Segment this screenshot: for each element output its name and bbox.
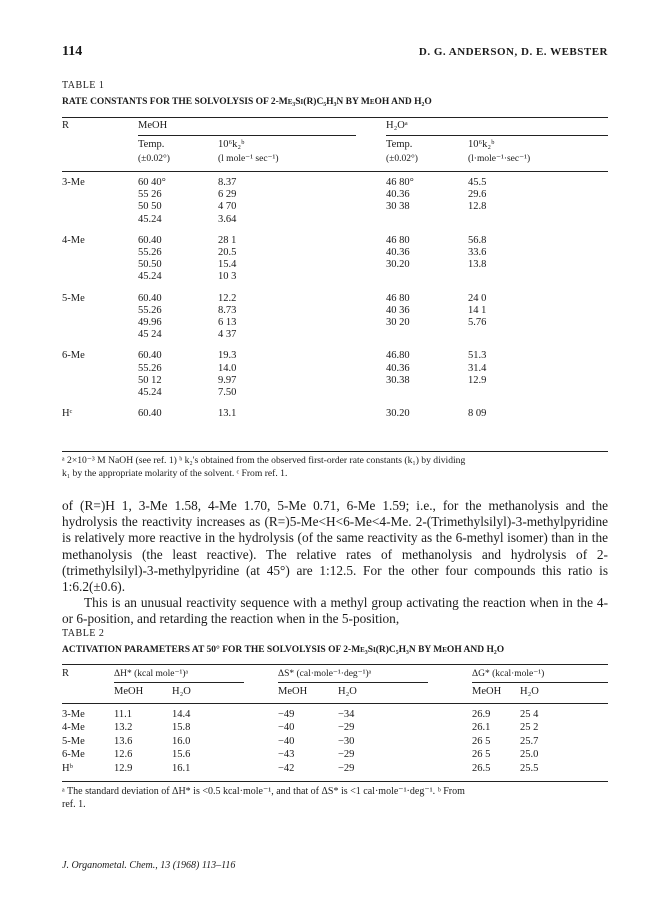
running-header <box>62 44 608 62</box>
table2-footnote <box>62 786 608 811</box>
table1-header-rule <box>62 171 608 172</box>
table1-cell: 55.26 <box>138 247 162 258</box>
table1-cell: 29.6 <box>468 189 487 201</box>
table1-cell: 8.73 <box>218 304 237 316</box>
table1-footnote-line2: k₁ by the appropriate molarity of the solvent. ᶜ From ref. 1. <box>62 467 288 479</box>
table1-cell: 60.40 <box>138 234 162 246</box>
body-paragraph-2: This is an unusual reactivity sequence with a methyl group activating the reaction when in the 4- or 6-position, and retarding the reaction when in the 5-position, <box>62 595 608 627</box>
table2-cell: 11.1 <box>114 709 132 720</box>
table1-col-r: R <box>62 120 70 131</box>
table1-cell: 40.36 <box>386 362 410 374</box>
table1-row-label: 3-Me <box>62 177 85 188</box>
table2-label: TABLE 2 <box>62 628 105 639</box>
table2-cell: −43 <box>278 749 295 761</box>
table1-sub-k-h2o: 10⁶k₂ᵇ <box>468 139 495 150</box>
table1-sub-k-unit-h2o: (l·mole⁻¹·sec⁻¹) <box>468 154 531 164</box>
table1-footnote-line1: ᵃ 2×10⁻³ M NaOH (see ref. 1) ᵇ k₂'s obtained from the observed first-order rate constants (k₁) by dividing <box>62 455 466 466</box>
table2-cell: 14.4 <box>172 709 191 720</box>
table1-cell: 9.97 <box>218 374 237 386</box>
table2-cell: 13.6 <box>114 735 133 747</box>
table1-row-label: 6-Me <box>62 350 85 362</box>
journal-citation-text: J. Organometal. Chem., 13 (1968) 113–116 <box>62 860 236 871</box>
table1-cell: 50 12 <box>138 374 162 386</box>
table2-cell: −42 <box>278 762 295 774</box>
table1-cell: 46.80 <box>386 350 410 362</box>
table2-cell: 16.1 <box>172 762 191 774</box>
table1-cell: 4 70 <box>218 201 237 213</box>
table1-cell: 60.40 <box>138 292 162 304</box>
table1-cell: 8.37 <box>218 177 237 188</box>
table1-cell: 12.2 <box>218 292 237 304</box>
table1-cell: 4 37 <box>218 329 237 341</box>
table1-cell: 30.38 <box>386 374 410 386</box>
table1-sub-temp-h2o: Temp. <box>386 139 413 150</box>
table1-cell: 45.24 <box>138 387 162 398</box>
table1-cell: 15.4 <box>218 259 237 271</box>
table1-cell: 46 80 <box>386 234 410 246</box>
table2-cell: 15.6 <box>172 749 191 761</box>
table1-cell: 13.8 <box>468 259 487 271</box>
table2-cell: 12.6 <box>114 749 133 761</box>
table2-cell: −29 <box>338 762 355 774</box>
table2-cell: −29 <box>338 722 355 734</box>
table2-row-label: 4-Me <box>62 722 85 734</box>
table2-row-label: 5-Me <box>62 735 85 747</box>
table1-cell: 12.8 <box>468 201 487 213</box>
table2-sub-h2o-dg: H₂O <box>520 686 539 697</box>
table1-group-meoh: MeOH <box>138 120 168 131</box>
table2-cell: 26.1 <box>472 722 491 734</box>
table2-cell: −30 <box>338 735 355 747</box>
table2-sub-h2o-dh: H₂O <box>172 686 191 697</box>
table2-head-dh: ΔH* (kcal mole⁻¹)ᵃ <box>114 669 189 679</box>
table1-sub-temp: Temp. <box>138 139 165 150</box>
table2-cell: −40 <box>278 735 295 747</box>
table1-cell: 40.36 <box>386 247 410 258</box>
table1-cell: 30.20 <box>386 259 410 271</box>
table1-cell: 24 0 <box>468 292 487 304</box>
table1-caption: RATE CONSTANTS FOR THE SOLVOLYSIS OF 2-Me₃Si(R)C₅H₃N BY MeOH AND H₂O <box>62 97 432 107</box>
table2-row-label: 3-Me <box>62 709 85 720</box>
table2-dh-rule <box>114 682 244 683</box>
table1-cell: 40 36 <box>386 304 410 316</box>
table1-cell: 14.0 <box>218 362 237 374</box>
table1-cell: 10 3 <box>218 271 237 283</box>
table2-ds-rule <box>278 682 428 683</box>
table1-cell: 19.3 <box>218 350 237 362</box>
table1-footnote <box>62 455 608 480</box>
table1-cell: 40.36 <box>386 189 410 201</box>
table1-row-label: Hᶜ <box>62 408 73 420</box>
table1-row-label: 4-Me <box>62 234 85 246</box>
table1-cell: 31.4 <box>468 362 487 374</box>
table2-cell: 16.0 <box>172 735 191 747</box>
table1-cell: 30 20 <box>386 317 410 328</box>
table1-cell: 45 24 <box>138 329 162 341</box>
table1-cell: 51.3 <box>468 350 487 362</box>
table1-sub-temp-unc-h2o: (±0.02°) <box>386 154 418 164</box>
table1-cell: 6 29 <box>218 189 237 201</box>
table1-cell: 30.20 <box>386 408 410 420</box>
table1-cell: 13.1 <box>218 408 237 420</box>
table2-cell: 26 5 <box>472 735 491 747</box>
table2-cell: −40 <box>278 722 295 734</box>
table2-sub-meoh-ds: MeOH <box>278 686 308 697</box>
table2-bottom-rule <box>62 781 608 782</box>
page-number: 114 <box>62 44 83 59</box>
table1-sub-k: 10⁶k₂ᵇ <box>218 139 245 150</box>
table1-sub-temp-unc: (±0.02°) <box>138 154 170 164</box>
table2-sub-meoh-dh: MeOH <box>114 686 144 697</box>
table1-cell: 28 1 <box>218 234 237 246</box>
table2-cell: 12.9 <box>114 762 133 774</box>
table2-col-r: R <box>62 668 70 679</box>
table2-cell: −34 <box>338 709 355 720</box>
table1-row-label: 5-Me <box>62 292 85 304</box>
table2-cell: 25.7 <box>520 735 539 747</box>
table2-cell: 25 2 <box>520 722 539 734</box>
table1-top-rule <box>62 117 608 118</box>
table1-cell: 3.64 <box>218 213 237 225</box>
table2-footnote-line2: ref. 1. <box>62 798 86 810</box>
table1-h2o-rule <box>386 135 608 136</box>
table2-cell: −29 <box>338 749 355 761</box>
body-paragraph-1: of (R=)H 1, 3-Me 1.58, 4-Me 1.70, 5-Me 0.71, 6-Me 1.59; i.e., for the methanolysis and the hydrolysis the reactivity increases as (R=)5-Me<H<6-Me<4-Me. 2-(Trimethylsilyl)-3-methylpyridine is relatively more reactive in the hydrolysis (of the same reactivity as the 6-methyl isomer) than in the methanolysis (the least reactive). The relative rates of methanolysis and hydrolysis of 2-(trimethylsilyl)-3-methylpyridine (at 45°) are 1:12.5. For the other four compounds this ratio is 1:6.2(±0.6). <box>62 498 608 595</box>
table1-cell: 45.24 <box>138 213 162 225</box>
table1-bottom-rule <box>62 451 608 452</box>
table2-cell: 26.9 <box>472 709 491 720</box>
table2-cell: 25.0 <box>520 749 539 761</box>
table2-footnote-line1: ᵃ The standard deviation of ΔH* is <0.5 kcal·mole⁻¹, and that of ΔS* is <1 cal·mole⁻¹·deg⁻¹. ᵇ From <box>62 786 465 797</box>
table2-head-ds: ΔS* (cal·mole⁻¹·deg⁻¹)ᵃ <box>278 669 372 679</box>
table1-cell: 45.5 <box>468 177 487 188</box>
table1-cell: 55.26 <box>138 304 162 316</box>
table1-cell: 5.76 <box>468 317 487 328</box>
table1-cell: 30 38 <box>386 201 410 213</box>
table2-sub-h2o-ds: H₂O <box>338 686 357 697</box>
table1-cell: 7.50 <box>218 387 237 398</box>
table1-sub-k-unit: (l mole⁻¹ sec⁻¹) <box>218 154 279 164</box>
table2-sub-meoh-dg: MeOH <box>472 686 502 697</box>
table1-cell: 60.40 <box>138 408 162 420</box>
table2-cell: 15.8 <box>172 722 191 734</box>
table1-cell: 8 09 <box>468 408 487 420</box>
table1-cell: 46 80 <box>386 292 410 304</box>
table1-cell: 49.96 <box>138 317 162 328</box>
table1-cell: 60.40 <box>138 350 162 362</box>
table1-cell: 45.24 <box>138 271 162 283</box>
table2-caption: ACTIVATION PARAMETERS AT 50° FOR THE SOLVOLYSIS OF 2-Me₃Si(R)C₅H₃N BY MeOH AND H₂O <box>62 645 505 655</box>
journal-citation <box>62 860 235 871</box>
table1-cell: 50.50 <box>138 259 162 271</box>
table1-cell: 6 13 <box>218 317 237 328</box>
table1-cell: 60 40° <box>138 177 166 188</box>
table1-cell: 46 80° <box>386 177 414 188</box>
table1-cell: 50 50 <box>138 201 162 213</box>
table2-top-rule <box>62 664 608 665</box>
table2-cell: 13.2 <box>114 722 133 734</box>
table2-cell: 25 4 <box>520 709 539 720</box>
table2-row-label: 6-Me <box>62 749 85 761</box>
author-line: D. G. ANDERSON, D. E. WEBSTER <box>418 46 608 58</box>
table2-cell: 26 5 <box>472 749 491 761</box>
table1-label: TABLE 1 <box>62 80 105 91</box>
table1-cell: 14 1 <box>468 304 487 316</box>
table1-cell: 12.9 <box>468 374 487 386</box>
table1-cell: 55.26 <box>138 362 162 374</box>
table2-dg-rule <box>472 682 608 683</box>
table1-cell: 55 26 <box>138 189 162 201</box>
table1-cell: 20.5 <box>218 247 237 258</box>
table2-cell: 25.5 <box>520 762 539 774</box>
table1-meoh-rule <box>138 135 356 136</box>
table2-cell: 26.5 <box>472 762 491 774</box>
table2-header-rule <box>62 703 608 704</box>
table1-cell: 56.8 <box>468 234 487 246</box>
table1-cell: 33.6 <box>468 247 487 258</box>
table1-group-h2o: H₂Oᵃ <box>386 120 408 131</box>
table2-row-label: Hᵇ <box>62 762 73 774</box>
table2-head-dg: ΔG* (kcal·mole⁻¹) <box>472 669 545 679</box>
table2-cell: −49 <box>278 709 295 720</box>
body-text <box>62 498 608 628</box>
